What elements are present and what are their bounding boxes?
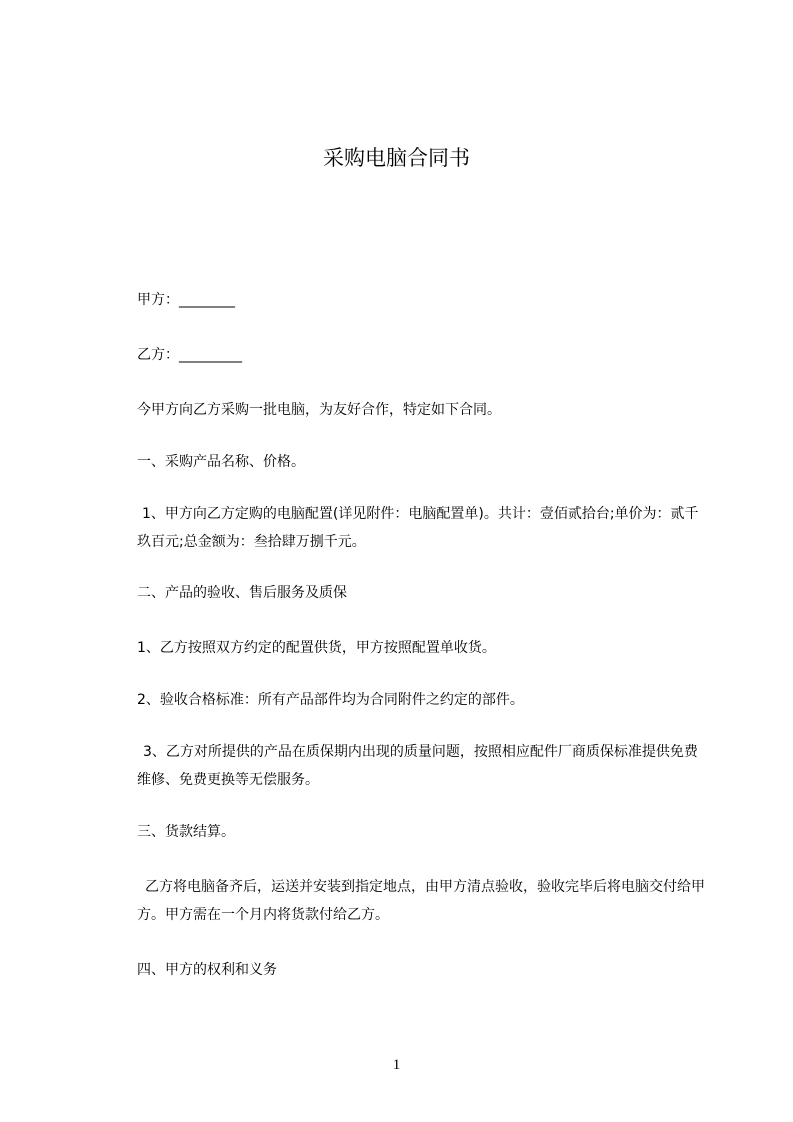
- party-a-line: 甲方：________: [137, 292, 235, 308]
- section-2-item-1: 1、乙方按照双方约定的配置供货，甲方按照配置单收货。: [137, 640, 496, 656]
- page-number: 1: [392, 1057, 401, 1073]
- section-1-heading: 一、采购产品名称、价格。: [137, 454, 305, 470]
- intro-paragraph: 今甲方向乙方采购一批电脑，为友好合作，特定如下合同。: [137, 402, 501, 418]
- section-3-heading: 三、货款结算。: [137, 824, 235, 840]
- section-2-item-3: 3、乙方对所提供的产品在质保期内出现的质量问题，按照相应配件厂商质保标准提供免费维修、免费更换等无偿服务。: [137, 744, 698, 788]
- section-3-paragraph: 乙方将电脑备齐后，运送并安装到指定地点，由甲方清点验收，验收完毕后将电脑交付给甲方。甲方需在一个月内将货款付给乙方。: [137, 879, 705, 923]
- document-title: 采购电脑合同书: [323, 146, 470, 170]
- section-2-item-2: 2、验收合格标准：所有产品部件均为合同附件之约定的部件。: [137, 692, 524, 708]
- section-2-heading: 二、产品的验收、售后服务及质保: [137, 585, 347, 601]
- section-1-item-1: 1、甲方向乙方定购的电脑配置(详见附件：电脑配置单)。共计：壹佰贰拾台;单价为：贰千玖百元;总金额为：叁拾肆万捌千元。: [137, 506, 699, 550]
- party-b-line: 乙方：_________: [137, 347, 242, 363]
- section-4-heading: 四、甲方的权利和义务: [137, 962, 277, 978]
